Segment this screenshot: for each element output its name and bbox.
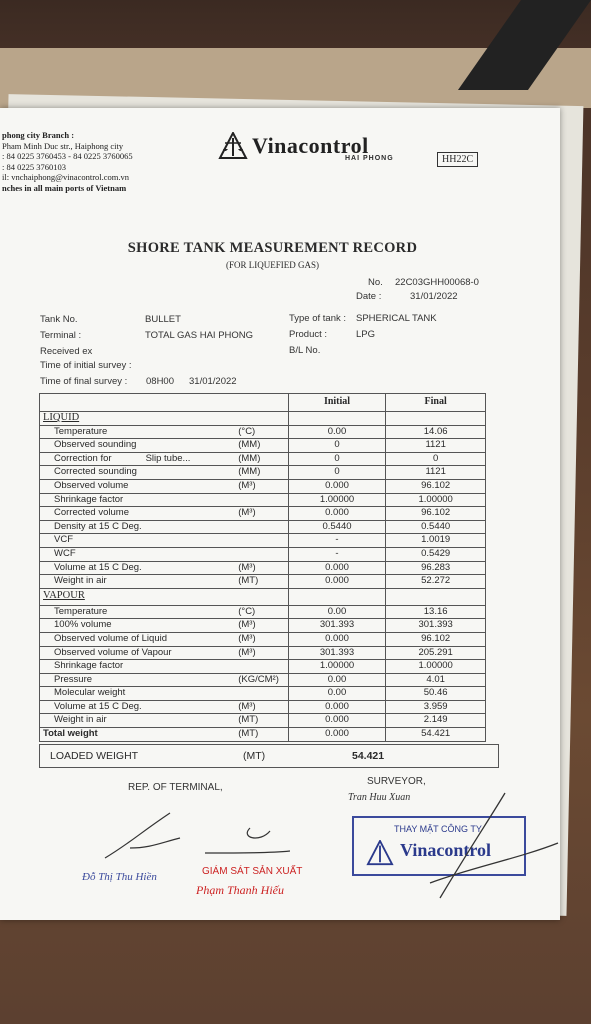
row-final: 0 (386, 452, 486, 466)
blank-cell (386, 588, 486, 605)
row-name (40, 452, 236, 466)
row-extra: Slip tube... (145, 452, 191, 464)
row-name: Observed volume (40, 479, 236, 493)
row-final: 1.00000 (386, 660, 486, 674)
table-row (40, 493, 486, 507)
col-initial: Initial (288, 394, 386, 412)
table-row (40, 687, 486, 701)
row-name: Observed volume of Liquid (40, 632, 236, 646)
surveyor-signature (410, 788, 560, 908)
row-initial: 0.00 (288, 673, 386, 687)
row-unit: (°C) (235, 425, 288, 439)
section-liquid (40, 412, 486, 426)
row-unit: (M³) (235, 507, 288, 521)
surveyor-name: Tran Huu Xuan (348, 792, 411, 803)
vapour-title: VAPOUR (43, 590, 85, 602)
row-name: VCF (40, 534, 236, 548)
product-label: Product : (289, 329, 328, 340)
row-name: Pressure (40, 673, 236, 687)
stamp-scales-icon (366, 840, 394, 866)
product-value: LPG (356, 329, 376, 340)
scales-icon (218, 132, 248, 160)
row-name: Weight in air (40, 575, 236, 589)
row-initial: 0 (288, 452, 386, 466)
row-initial: 301.393 (288, 646, 386, 660)
row-unit (235, 687, 288, 701)
total-row (40, 728, 486, 742)
row-initial: 0.000 (288, 507, 386, 521)
total-label: Total weight (40, 728, 236, 742)
table-row (40, 507, 486, 521)
rep-terminal-label: REP. OF TERMINAL, (128, 782, 223, 793)
row-initial: 0.00 (288, 687, 386, 701)
row-final: 13.16 (386, 605, 486, 619)
row-label: Correction for (54, 452, 112, 464)
row-name: Shrinkage factor (40, 493, 236, 507)
table-row (40, 632, 486, 646)
logo-wordmark: Vinacontrol (252, 133, 369, 158)
vapour-rows (40, 605, 486, 727)
row-unit (235, 493, 288, 507)
row-final: 0.5440 (386, 520, 486, 534)
loaded-weight-unit: (MT) (243, 750, 266, 762)
row-name: 100% volume (40, 619, 236, 633)
row-name: Volume at 15 C Deg. (40, 700, 236, 714)
row-initial: 0 (288, 466, 386, 480)
branch-address (2, 130, 133, 193)
date-label: Date : (356, 291, 382, 302)
liquid-rows (40, 425, 486, 588)
no-value: 22C03GHH00068-0 (395, 277, 479, 288)
row-final: 2.149 (386, 714, 486, 728)
row-final: 0.5429 (386, 547, 486, 561)
row-unit: (MT) (235, 714, 288, 728)
row-name: Shrinkage factor (40, 660, 236, 674)
table-row (40, 425, 486, 439)
row-name: Corrected volume (40, 507, 236, 521)
supervisor-title: GIÁM SÁT SẢN XUẤT (202, 866, 303, 877)
no-label: No. (368, 277, 383, 288)
row-unit: (KG/CM²) (235, 673, 288, 687)
table-row (40, 605, 486, 619)
supervisor-name: Phạm Thanh Hiếu (196, 883, 284, 897)
table-row (40, 439, 486, 453)
table-row (40, 646, 486, 660)
tank-no-label: Tank No. (40, 314, 78, 325)
row-name: WCF (40, 547, 236, 561)
row-final: 1121 (386, 439, 486, 453)
table-row (40, 575, 486, 589)
row-name: Corrected sounding (40, 466, 236, 480)
row-final: 96.102 (386, 632, 486, 646)
row-unit: (M³) (235, 561, 288, 575)
blank-cell (288, 588, 386, 605)
row-name: Molecular weight (40, 687, 236, 701)
received-label: Received ex (40, 346, 93, 357)
col-final: Final (386, 394, 486, 412)
row-name: Volume at 15 C Deg. (40, 561, 236, 575)
stamp-wordmark: Vinacontrol (400, 840, 492, 860)
row-final: 52.272 (386, 575, 486, 589)
row-final: 96.102 (386, 479, 486, 493)
row-name: Temperature (40, 425, 236, 439)
row-unit: (M³) (235, 700, 288, 714)
row-initial: 0.000 (288, 632, 386, 646)
row-initial: 0.000 (288, 479, 386, 493)
table-header (40, 394, 486, 412)
row-unit: (M³) (235, 479, 288, 493)
row-unit (235, 660, 288, 674)
surveyor-label: SURVEYOR, (367, 776, 426, 787)
row-unit: (M³) (235, 646, 288, 660)
document-title: SHORE TANK MEASUREMENT RECORD (127, 240, 418, 256)
row-initial: 301.393 (288, 619, 386, 633)
row-name: Observed volume of Vapour (40, 646, 236, 660)
row-unit (235, 520, 288, 534)
final-survey-label: Time of final survey : (40, 376, 128, 387)
row-final: 205.291 (386, 646, 486, 660)
row-final: 1.00000 (386, 493, 486, 507)
date-value: 31/01/2022 (410, 291, 458, 302)
row-final: 96.102 (386, 507, 486, 521)
table-row (40, 479, 486, 493)
row-unit: (M³) (235, 619, 288, 633)
measurement-table (39, 393, 486, 742)
table-row (40, 673, 486, 687)
tank-no-value: BULLET (145, 314, 181, 325)
row-name: Temperature (40, 605, 236, 619)
table-row (40, 561, 486, 575)
row-initial: 1.00000 (288, 493, 386, 507)
terminal-value: TOTAL GAS HAI PHONG (145, 330, 254, 341)
document-page (0, 108, 560, 920)
total-unit: (MT) (235, 728, 288, 742)
document-subtitle: (FOR LIQUEFIED GAS) (226, 260, 319, 270)
row-final: 4.01 (386, 673, 486, 687)
table-row (40, 619, 486, 633)
branch-line: il: vnchaiphong@vinacontrol.com.vn (2, 172, 130, 182)
row-unit: (MM) (235, 452, 288, 466)
loaded-weight-label: LOADED WEIGHT (50, 750, 139, 762)
row-initial: 0.000 (288, 700, 386, 714)
row-unit (235, 534, 288, 548)
branch-line: : 84 0225 3760453 - 84 0225 3760065 (2, 151, 133, 161)
row-final: 301.393 (386, 619, 486, 633)
row-final: 50.46 (386, 687, 486, 701)
row-final: 1.0019 (386, 534, 486, 548)
terminal-label: Terminal : (40, 330, 82, 341)
branch-line: : 84 0225 3760103 (2, 161, 66, 172)
table-row (40, 660, 486, 674)
type-label: Type of tank : (289, 313, 347, 324)
table-row (40, 700, 486, 714)
row-initial: - (288, 547, 386, 561)
liquid-cell (40, 412, 289, 426)
row-unit: (MT) (235, 575, 288, 589)
row-final: 1121 (386, 466, 486, 480)
vapour-cell (40, 588, 289, 605)
row-initial: 0.000 (288, 575, 386, 589)
section-vapour (40, 588, 486, 605)
form-code: HH22C (437, 152, 478, 167)
terminal-signature (100, 803, 290, 873)
loaded-weight-box (39, 744, 499, 768)
table-row (40, 520, 486, 534)
stamp-caption: THAY MẶT CÔNG TY (394, 824, 482, 834)
loaded-weight-value: 54.421 (352, 750, 385, 762)
row-initial: - (288, 534, 386, 548)
row-unit: (°C) (235, 605, 288, 619)
row-initial: 0.00 (288, 605, 386, 619)
row-final: 14.06 (386, 425, 486, 439)
table-row (40, 534, 486, 548)
row-initial: 0.00 (288, 425, 386, 439)
total-initial: 0.000 (288, 728, 386, 742)
blank-cell (386, 412, 486, 426)
branch-line: phong city Branch : (2, 130, 75, 140)
row-name: Weight in air (40, 714, 236, 728)
row-name: Density at 15 C Deg. (40, 520, 236, 534)
type-value: SPHERICAL TANK (356, 313, 437, 324)
row-unit: (MM) (235, 439, 288, 453)
row-initial: 0.000 (288, 714, 386, 728)
initial-survey-label: Time of initial survey : (40, 360, 132, 371)
blank-cell (288, 412, 386, 426)
row-unit (235, 547, 288, 561)
row-name: Observed sounding (40, 439, 236, 453)
table-row (40, 466, 486, 480)
branch-line: Pham Minh Duc str., Haiphong city (2, 140, 124, 151)
row-final: 96.283 (386, 561, 486, 575)
bl-label: B/L No. (289, 345, 321, 356)
row-initial: 0.5440 (288, 520, 386, 534)
row-initial: 0.000 (288, 561, 386, 575)
row-initial: 1.00000 (288, 660, 386, 674)
header-blank (40, 394, 289, 412)
table-row (40, 547, 486, 561)
liquid-title: LIQUID (43, 412, 80, 423)
row-final: 3.959 (386, 700, 486, 714)
final-survey-time: 08H00 (146, 376, 174, 387)
row-unit: (MM) (235, 466, 288, 480)
row-initial: 0 (288, 439, 386, 453)
rep-signature-name: Đỗ Thị Thu Hiền (82, 871, 157, 883)
logo-subtitle: HAI PHONG (345, 155, 394, 162)
table-row (40, 714, 486, 728)
final-survey-date: 31/01/2022 (189, 376, 237, 387)
table-row (40, 452, 486, 466)
row-unit: (M³) (235, 632, 288, 646)
branch-line: nches in all main ports of Vietnam (2, 182, 127, 193)
total-final: 54.421 (386, 728, 486, 742)
